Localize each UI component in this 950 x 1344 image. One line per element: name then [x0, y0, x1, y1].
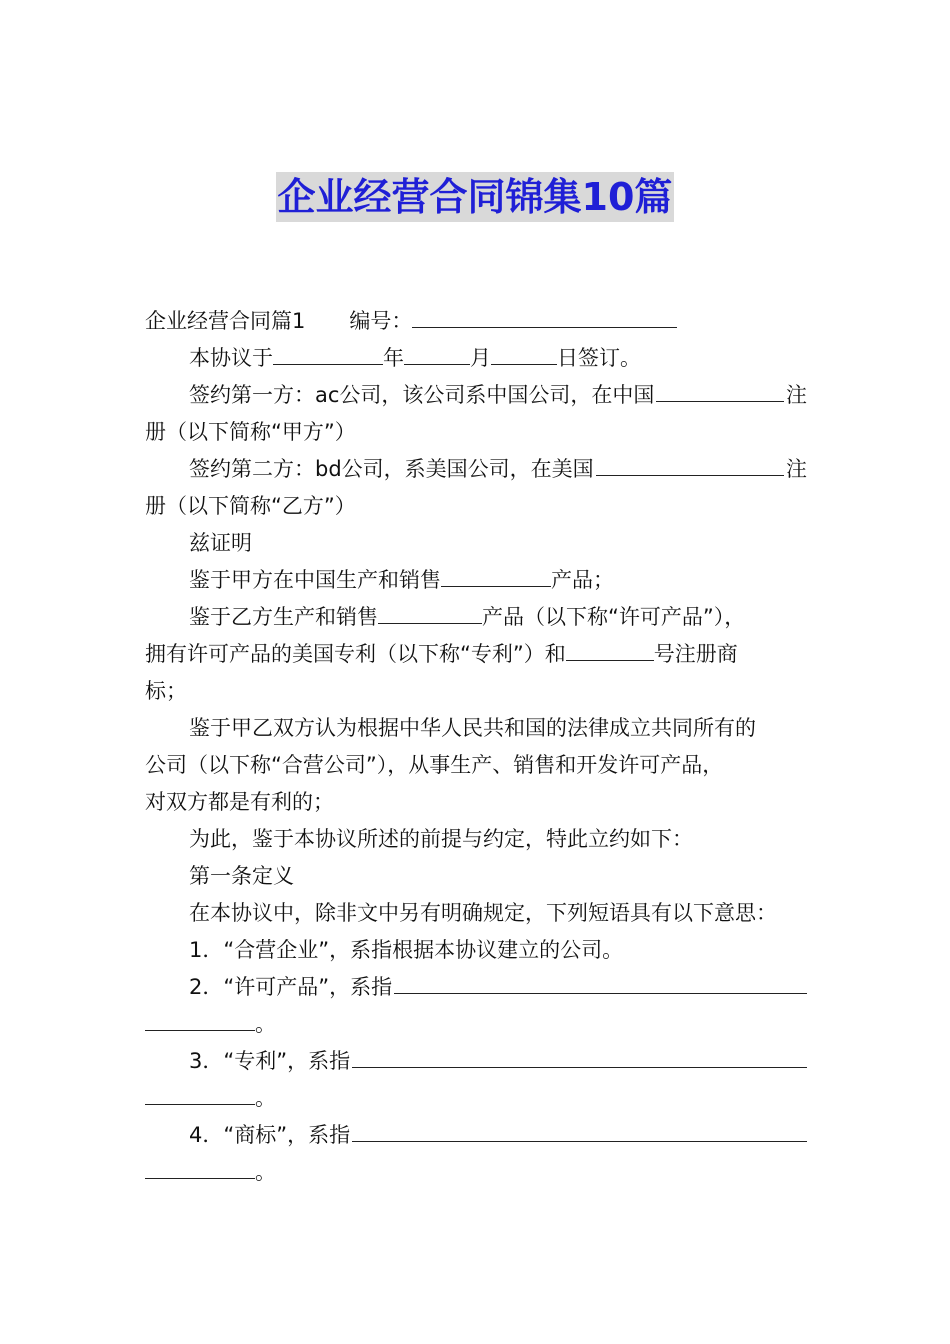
whereas-2-text2: 拥有许可产品的美国专利（以下称“专利”）和 — [145, 642, 566, 666]
party-b-register: 注 — [786, 457, 807, 481]
whereas-2-line3: 标； — [145, 679, 187, 703]
whereas-2-text3: 号注册商 — [653, 642, 738, 666]
article-heading: 第一条定义 — [189, 864, 294, 888]
definition-1: 1．“合营企业”，系指根据本协议建立的公司。 — [189, 938, 624, 962]
party-b-line — [145, 451, 807, 488]
definition-4-blank2 — [145, 1156, 255, 1179]
definitions-intro: 在本协议中，除非文中另有明确规定，下列短语具有以下意思： — [189, 901, 777, 925]
day-label: 日签订。 — [557, 346, 641, 370]
number-blank — [412, 305, 677, 328]
whereas-1-text: 鉴于甲方在中国生产和销售 — [189, 568, 441, 592]
agreement-line: 为此，鉴于本协议所述的前提与约定，特此立约如下： — [189, 827, 693, 851]
party-a-blank — [656, 379, 784, 402]
definition-3 — [145, 1043, 807, 1080]
party-b-blank — [596, 453, 784, 476]
document-title: 企业经营合同锦集10篇 — [276, 172, 675, 222]
definition-2 — [145, 969, 807, 1006]
party-a-line2: 册（以下简称“甲方”） — [145, 420, 356, 444]
year-blank — [273, 342, 383, 365]
definition-3-text: 3．“专利”，系指 — [189, 1049, 351, 1073]
definition-4-end: 。 — [255, 1160, 276, 1184]
year-label: 年 — [383, 346, 404, 370]
number-label: 编号： — [349, 309, 413, 333]
document-body — [145, 303, 807, 1191]
definition-2-text: 2．“许可产品”，系指 — [189, 975, 393, 999]
whereas-2-blank — [378, 601, 482, 624]
whereas-2-mid: 产品（以下称“许可产品”）， — [482, 605, 746, 629]
party-b-text: 签约第二方：bd公司，系美国公司，在美国 — [189, 457, 594, 481]
whereas-3-line1: 鉴于甲乙双方认为根据中华人民共和国的法律成立共同所有的 — [189, 716, 756, 740]
witness-line: 兹证明 — [189, 531, 252, 555]
definition-3-cont — [145, 1080, 807, 1117]
trademark-blank — [566, 638, 654, 661]
month-blank — [404, 342, 470, 365]
definition-4 — [145, 1117, 807, 1154]
contract-label: 企业经营合同篇1 — [145, 309, 306, 333]
day-blank — [491, 342, 557, 365]
definition-4-blank — [352, 1119, 807, 1142]
whereas-3-line2: 公司（以下称“合营公司”），从事生产、销售和开发许可产品， — [145, 753, 724, 777]
definition-4-cont — [145, 1154, 807, 1191]
whereas-1-end: 产品； — [551, 568, 614, 592]
date-prefix: 本协议于 — [189, 346, 273, 370]
whereas-2 — [145, 599, 807, 636]
whereas-2-line2 — [145, 636, 807, 673]
party-a-register: 注 — [786, 383, 807, 407]
month-label: 月 — [470, 346, 491, 370]
definition-3-blank2 — [145, 1082, 255, 1105]
definition-2-blank — [394, 971, 807, 994]
definition-4-text: 4．“商标”，系指 — [189, 1123, 351, 1147]
whereas-1-blank — [441, 564, 551, 587]
party-a-line — [145, 377, 807, 414]
title-container — [0, 172, 950, 222]
party-a-text: 签约第一方：ac公司，该公司系中国公司，在中国 — [189, 383, 655, 407]
date-line — [145, 340, 807, 377]
definition-2-cont — [145, 1006, 807, 1043]
whereas-2-text: 鉴于乙方生产和销售 — [189, 605, 378, 629]
definition-3-end: 。 — [255, 1086, 276, 1110]
whereas-1 — [145, 562, 807, 599]
whereas-3-line3: 对双方都是有利的； — [145, 790, 334, 814]
definition-2-blank2 — [145, 1008, 255, 1031]
definition-3-blank — [352, 1045, 807, 1068]
contract-header — [145, 303, 807, 340]
definition-2-end: 。 — [255, 1012, 276, 1036]
party-b-line2: 册（以下简称“乙方”） — [145, 494, 356, 518]
